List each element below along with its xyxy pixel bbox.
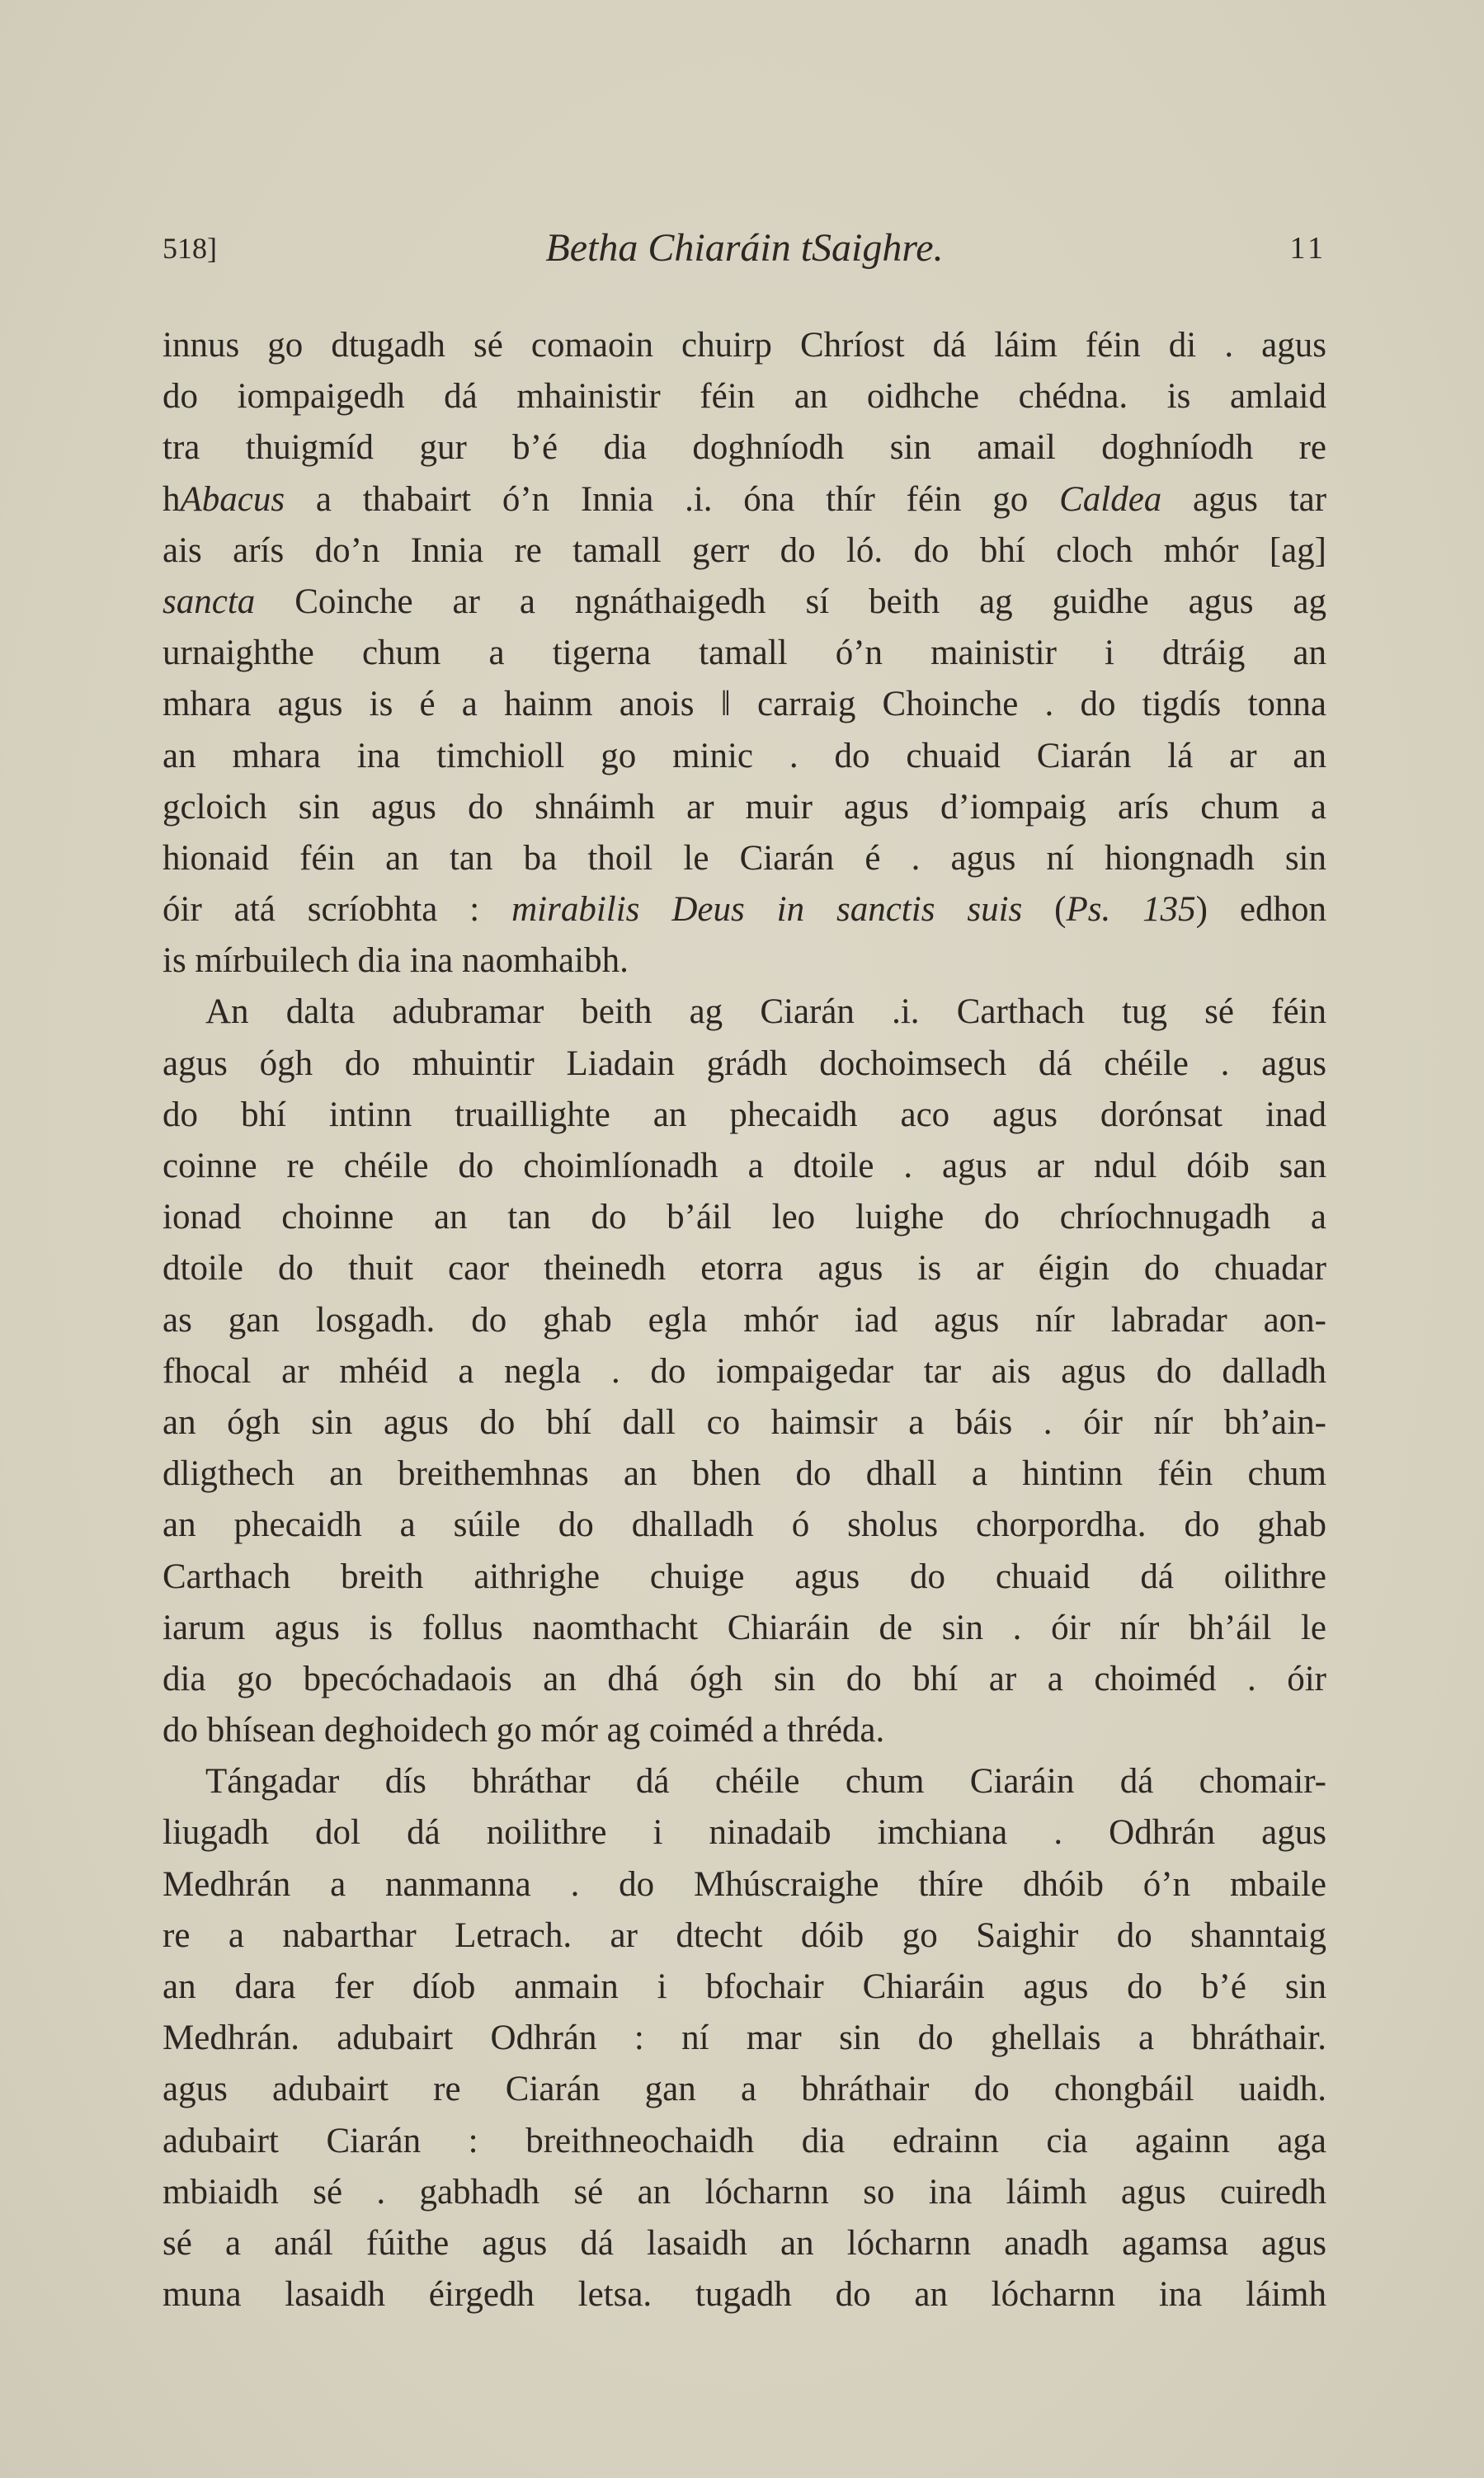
text-segment: mbiaidh sé . gabhadh sé an lócharnn so ina láimh agus cuiredh (163, 2172, 1326, 2212)
text-line (163, 1756, 1326, 1807)
text-segment: iarum agus is follus naomthacht Chiaráin de sin . óir nír bh’áil le (163, 1608, 1326, 1647)
text-segment: re a nabarthar Letrach. ar dtecht dóib go Saighir do shanntaig (163, 1915, 1326, 1955)
text-line (163, 1397, 1326, 1449)
text-segment: Medhrán a nanmanna . do Mhúscraighe thíre dhóib ó’n mbaile (163, 1864, 1326, 1904)
text-segment: gcloich sin agus do shnáimh ar muir agus d’iompaig arís chum a (163, 787, 1326, 827)
text-line (163, 474, 1326, 525)
text-segment: coinne re chéile do choimlíonadh a dtoile . agus ar ndul dóib san (163, 1147, 1326, 1185)
text-line (163, 1243, 1326, 1294)
text-line (163, 628, 1326, 679)
text-line (163, 1449, 1326, 1500)
text-line (163, 2064, 1326, 2115)
text-line (163, 1552, 1326, 1603)
text-segment: an phecaidh a súile do dhalladh ó sholus chorpordha. do ghab (163, 1505, 1326, 1545)
text-segment: dligthech an breithemhnas an bhen do dhall a hintinn féin chum (163, 1454, 1326, 1494)
text-line (163, 1346, 1326, 1397)
text-line (163, 884, 1326, 935)
text-segment: urnaighthe chum a tigerna tamall ó’n mainistir i dtráig an (163, 634, 1326, 673)
text-line (163, 1962, 1326, 2013)
italic-text: Caldea (1059, 479, 1162, 519)
text-line (163, 1859, 1326, 1910)
text-segment: do bhísean deghoidech go mór ag coiméd a thréda. (163, 1711, 885, 1750)
text-line (163, 1910, 1326, 1962)
body-text (163, 320, 1326, 2320)
running-header (163, 223, 1326, 274)
text-segment: ( (1022, 890, 1067, 930)
text-line (163, 371, 1326, 422)
text-line (163, 987, 1326, 1038)
text-segment: óir atá scríobhta : (163, 890, 512, 930)
text-segment: hionaid féin an tan ba thoil le Ciarán é . agus ní hiongnadh sin (163, 838, 1326, 878)
text-line (163, 1295, 1326, 1346)
text-line (163, 1192, 1326, 1243)
text-line (163, 731, 1326, 782)
italic-text: mirabilis Deus in sanctis suis (511, 890, 1023, 930)
text-segment: dia go bpecóchadaois an dhá ógh sin do bhí ar a choiméd . óir (163, 1659, 1326, 1698)
text-line (163, 577, 1326, 628)
page-reference: 518] (163, 232, 217, 265)
text-segment: fhocal ar mhéid a negla . do iompaigedar tar ais agus do dalladh (163, 1351, 1326, 1391)
text-line (163, 2269, 1326, 2320)
text-segment: an dara fer díob anmain i bfochair Chiaráin agus do b’é sin (163, 1967, 1326, 2006)
text-segment: innus go dtugadh sé comaoin chuirp Chríost dá láim féin di . agus (163, 326, 1326, 365)
text-segment: tra thuigmíd gur b’é dia doghníodh sin amail doghníodh re (163, 428, 1326, 468)
text-line (163, 2218, 1326, 2269)
text-segment: do iompaigedh dá mhainistir féin an oidhche chédna. is amlaid (163, 377, 1326, 417)
text-line (163, 2013, 1326, 2064)
page-number: 11 (1289, 231, 1326, 266)
text-line (163, 679, 1326, 730)
text-segment: ) edhon (1195, 890, 1326, 930)
text-segment: Carthach breith aithrighe chuige agus do chuaid dá oilithre (163, 1557, 1326, 1596)
text-line (163, 782, 1326, 833)
text-line (163, 525, 1326, 577)
text-segment: an mhara ina timchioll go minic . do chuaid Ciarán lá ar an (163, 736, 1326, 775)
text-segment: a thabairt ó’n Innia .i. óna thír féin go (285, 479, 1060, 519)
text-segment: An dalta adubramar beith ag Ciarán .i. Carthach tug sé féin (205, 992, 1326, 1032)
italic-text: Ps. 135 (1066, 890, 1196, 930)
text-segment: dtoile do thuit caor theinedh etorra agus is ar éigin do chuadar (163, 1249, 1326, 1288)
text-segment: do bhí intinn truaillighte an phecaidh aco agus dorónsat inad (163, 1095, 1326, 1134)
text-segment: adubairt Ciarán : breithneochaidh dia edrainn cia againn aga (163, 2121, 1326, 2160)
text-line (163, 1090, 1326, 1141)
italic-text: sancta (163, 582, 256, 621)
text-line (163, 422, 1326, 473)
text-segment: liugadh dol dá noilithre i ninadaib imchiana . Odhrán agus (163, 1813, 1326, 1853)
text-line (163, 1603, 1326, 1654)
text-segment: an ógh sin agus do bhí dall co haimsir a báis . óir nír bh’ain- (163, 1402, 1326, 1442)
text-line (163, 320, 1326, 371)
text-segment: mhara agus is é a hainm anois ‖ carraig Choinche . do tigdís tonna (163, 685, 1326, 724)
text-line (163, 1500, 1326, 1551)
text-line (163, 2167, 1326, 2218)
text-segment: Tángadar dís bhráthar dá chéile chum Ciaráin dá chomair- (205, 1762, 1326, 1802)
text-segment: is mírbuilech dia ina naomhaibh. (163, 941, 629, 981)
text-line (163, 935, 1326, 987)
text-segment: muna lasaidh éirgedh letsa. tugadh do an lócharnn ina láimh (163, 2275, 1326, 2315)
text-segment: Medhrán. adubairt Odhrán : ní mar sin do ghellais a bhráthair. (163, 2019, 1326, 2058)
text-segment: ionad choinne an tan do b’áil leo luighe do chríochnugadh a (163, 1198, 1326, 1237)
text-segment: sé a anál fúithe agus dá lasaidh an lócharnn anadh agamsa agus (163, 2223, 1326, 2263)
text-segment: h (163, 479, 181, 519)
text-line (163, 1141, 1326, 1192)
text-line (163, 1705, 1326, 1756)
text-line (163, 1654, 1326, 1705)
text-segment: Coinche ar a ngnáthaigedh sí beith ag guidhe agus ag (255, 582, 1326, 621)
running-title: Betha Chiaráin tSaighre. (545, 226, 944, 270)
text-line (163, 2116, 1326, 2167)
text-segment: ais arís do’n Innia re tamall gerr do ló. do bhí cloch mhór [ag] (163, 530, 1326, 570)
text-segment: as gan losgadh. do ghab egla mhór iad agus nír labradar aon- (163, 1300, 1326, 1340)
text-line (163, 1807, 1326, 1858)
text-line (163, 1039, 1326, 1090)
italic-text: Abacus (180, 479, 285, 519)
text-line (163, 833, 1326, 884)
text-segment: agus ógh do mhuintir Liadain grádh dochoimsech dá chéile . agus (163, 1043, 1326, 1083)
text-segment: agus tar (1161, 479, 1327, 519)
text-segment: agus adubairt re Ciarán gan a bhráthair do chongbáil uaidh. (163, 2070, 1326, 2109)
